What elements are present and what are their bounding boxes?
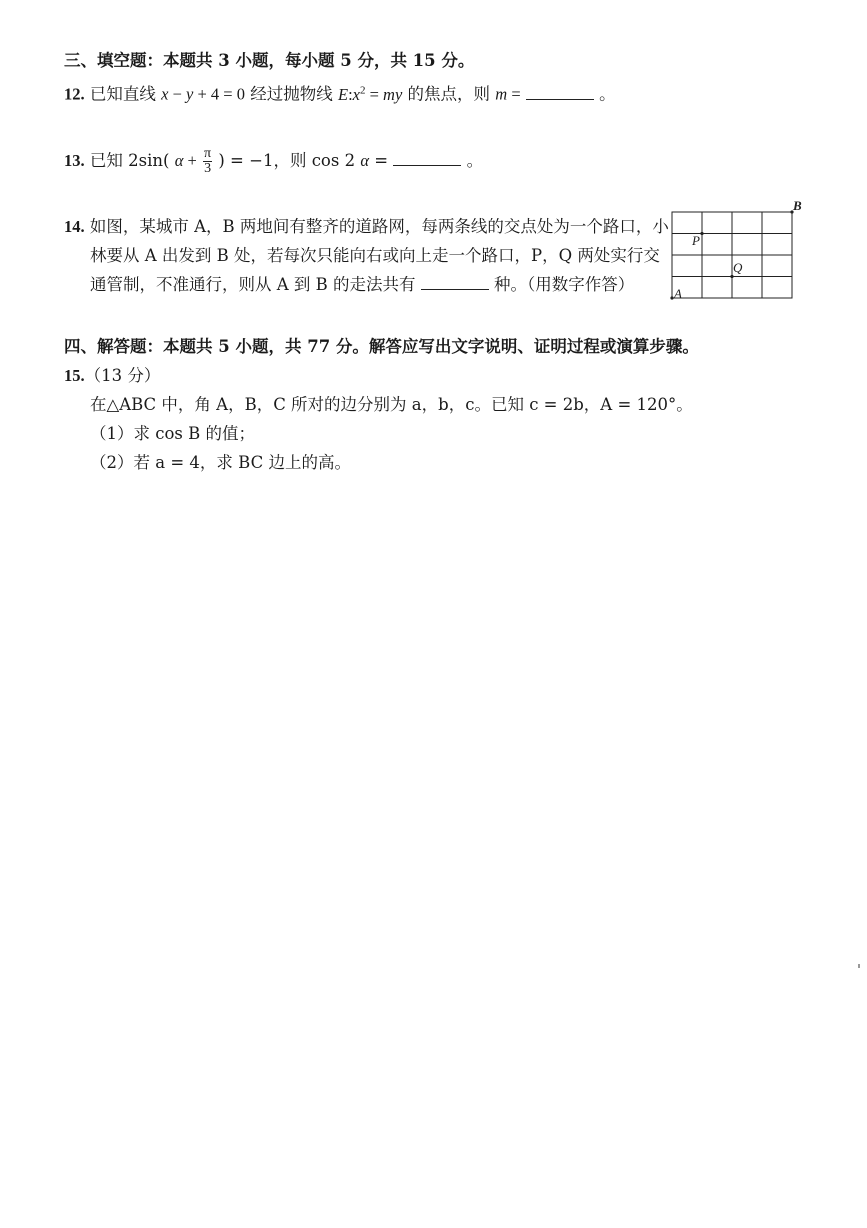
question-13-text-4: 。 [466,151,484,170]
question-13-text-2: ) = −1，则 cos 2 [218,151,356,170]
question-12-text-4: 。 [599,84,616,104]
label-a: A [674,286,682,301]
question-13-text-1: 已知 2sin( [89,151,170,170]
question-12-text-3: 的焦点，则 [407,84,496,104]
alpha-plus: α + [174,151,197,170]
label-b: B [793,200,802,213]
question-12-number: 12. [64,84,85,104]
question-14-number: 14. [64,217,85,236]
point-q [730,275,733,278]
label-p: P [692,233,700,248]
point-p [700,232,703,235]
line-equation: x − y + 4 = 0 [161,84,245,104]
question-13-number: 13. [64,151,85,170]
question-15-stem: 在△ABC 中，角 A，B，C 所对的边分别为 a，b，c。已知 c = 2b，A = 120°。 [90,395,693,414]
question-14-text-3b: 种。（用数字作答） [494,275,635,294]
question-14-line-3 [90,274,634,296]
section-3-heading: 三、填空题：本题共 3 小题，每小题 5 分，共 15 分。 [64,51,475,70]
question-13 [64,147,483,176]
label-q: Q [733,260,743,275]
variable-m: m = [495,84,521,104]
question-14-line-2: 林要从 A 出发到 B 处，若每次只能向右或向上走一个路口，P，Q 两处实行交 [90,246,660,265]
question-15-part-2: （2）若 a = 4，求 BC 边上的高。 [90,453,351,472]
answer-blank-13[interactable] [393,151,461,166]
road-grid-figure [664,200,806,306]
question-15-part-1: （1）求 cos B 的值； [90,424,255,443]
section-4-heading: 四、解答题：本题共 5 小题，共 77 分。解答应写出文字说明、证明过程或演算步骤。 [64,337,699,356]
question-13-text-3: = [374,151,394,170]
question-14-text-1: 如图，某城市 A，B 两地间有整齐的道路网，每两条线的交点处为一个路口，小 [89,217,669,236]
parabola-equation: $E:x^2$ = my [337,84,403,104]
alpha-symbol: α [360,151,370,170]
question-14-line-1 [64,216,669,238]
grid-lines [672,212,792,298]
question-12-text-1: 已知直线 [89,84,162,104]
question-15-number: 15. [64,366,85,385]
question-12-text-2: 经过抛物线 [250,84,338,104]
pi-over-3-fraction: $\frac{\pi}{3}$ [204,146,212,176]
question-15-score: （13 分） [84,366,161,385]
question-15-header [64,365,160,387]
scan-speck [858,964,860,968]
question-12 [64,79,616,106]
answer-blank-12[interactable] [526,85,594,100]
question-14-text-3a: 通管制，不准通行，则从 A 到 B 的走法共有 [90,275,416,294]
answer-blank-14[interactable] [421,275,489,290]
